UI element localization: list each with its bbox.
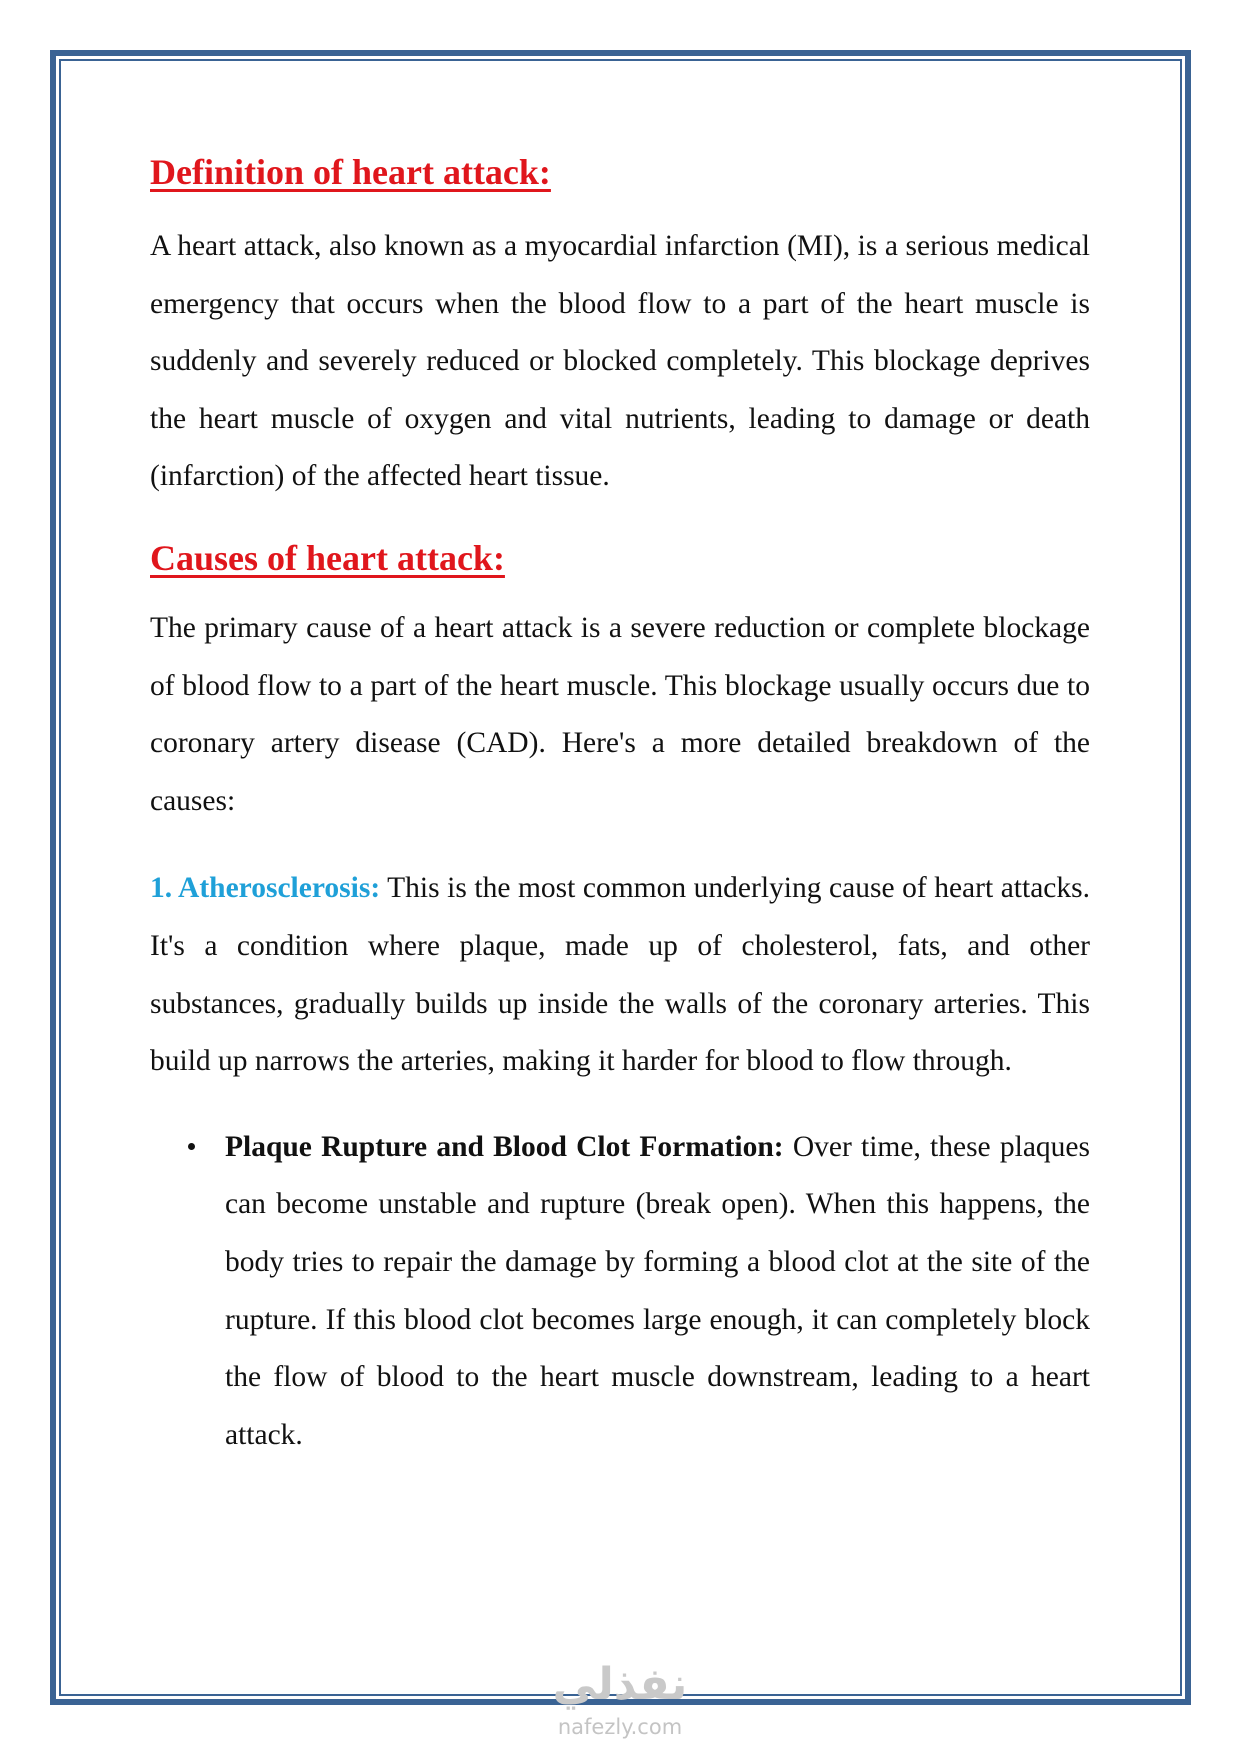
causes-heading: Causes of heart attack: [150,537,505,578]
watermark [520,1660,720,1740]
numbered-item-atherosclerosis [150,860,1090,1090]
watermark-arabic: نفذلي [552,1659,688,1710]
watermark-url: nafezly.com [557,1715,683,1739]
numbered-item-text: This is the most common underlying cause of heart attacks. It's a condition where plaque, made up of cholesterol, fats, and other substances, gradually builds up inside the walls of the coronary arteries. This build up narrows the arteries, making it harder for blood to flow through. [150,872,1090,1078]
bullet-lead: Plaque Rupture and Blood Clot Formation: [225,1130,784,1163]
definition-paragraph: A heart attack, also known as a myocardial infarction (MI), is a serious medical emergency that occurs when the blood flow to a part of the heart muscle is suddenly and severely reduced or blocked completely. This blockage deprives the heart muscle of oxygen and vital nutrients, leading to damage or death (infarction) of the affected heart tissue. [150,230,1090,493]
definition-heading: Definition of heart attack: [150,152,551,192]
bullet-text: Over time, these plaques can become unstable and rupture (break open). When this happens, the body tries to repair the damage by forming a blood clot at the site of the rupture. If this blood clot becomes large enough, it can completely block the flow of blood to the heart muscle downstream, leading to a heart attack. [225,1130,1090,1451]
bullet-item-plaque-rupture [150,1119,1090,1465]
numbered-item-label: 1. Atherosclerosis: [150,872,381,905]
bullet-paragraph [225,1119,1090,1465]
bullet-icon [188,1143,195,1150]
document-content [150,150,1090,1464]
causes-paragraph: The primary cause of a heart attack is a severe reduction or complete blockage of blood flow to a part of the heart muscle. This blockage usually occurs due to coronary artery disease (CAD). Here's a more detailed breakdown of the causes: [150,611,1090,817]
